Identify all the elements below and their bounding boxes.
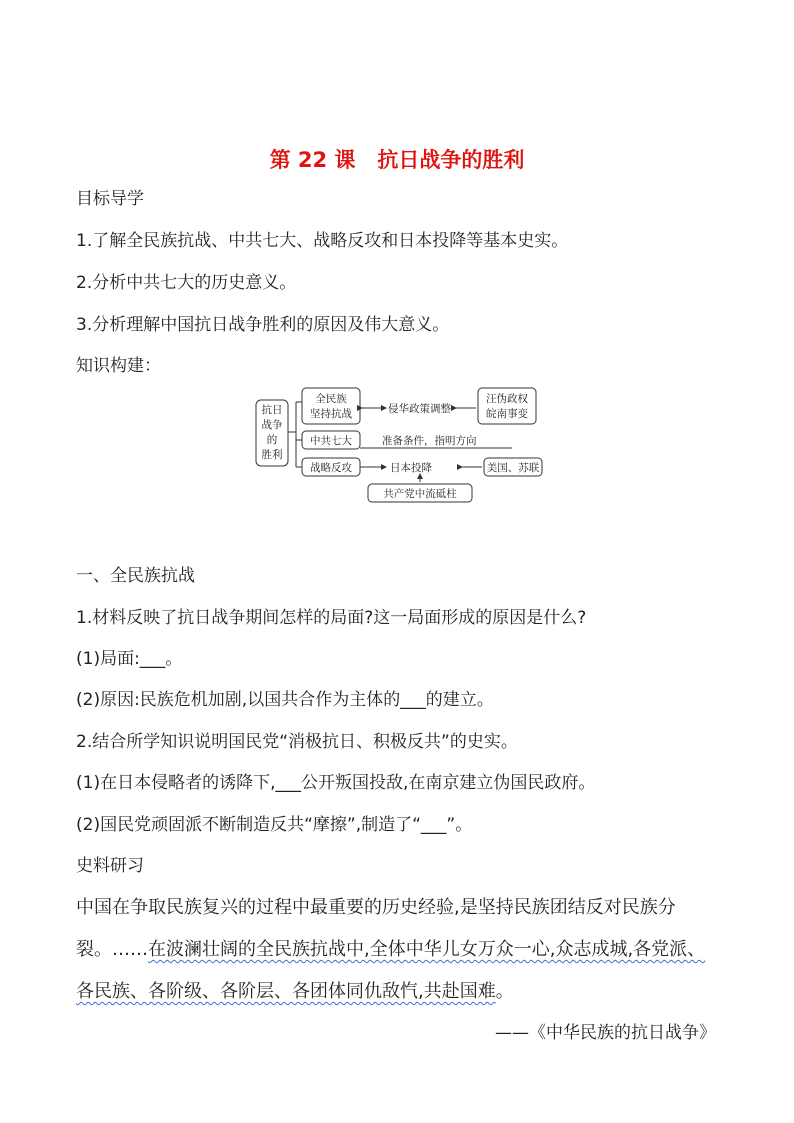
question-1: 1.材料反映了抗日战争期间怎样的局面?这一局面形成的原因是什么? (76, 608, 587, 628)
diagram-root-3: 的 (266, 434, 278, 446)
diagram-box1-line2: 坚持抗战 (310, 408, 352, 420)
lesson-number: 第 22 课 (269, 148, 356, 172)
study-line-2-marked: 在波澜壮阔的全民族抗战中,全体中华儿女万众一心,众志成城,各党派、 (148, 939, 706, 960)
question-2b: (2)国民党顽固派不断制造反共“摩擦”,制造了“___”。 (76, 815, 473, 835)
diagram-policy: 侵华政策调整 (388, 403, 451, 415)
diagram-japan: 日本投降 (390, 462, 432, 474)
diagram-right-top-1: 汪伪政权 (486, 393, 528, 405)
diagram-box3: 战略反攻 (310, 462, 352, 474)
goal-item-3: 3.分析理解中国抗日战争胜利的原因及伟大意义。 (76, 315, 450, 335)
study-heading: 史料研习 (76, 856, 144, 876)
goal-item-1: 1.了解全民族抗战、中共七大、战略反攻和日本投降等基本史实。 (76, 231, 569, 251)
goals-heading: 目标导学 (76, 189, 144, 209)
diagram-ccp: 共产党中流砥柱 (383, 488, 457, 500)
lesson-title: 抗日战争的胜利 (377, 148, 525, 172)
study-line-1: 中国在争取民族复兴的过程中最重要的历史经验,是坚持民族团结反对民族分 (76, 897, 676, 918)
page-title (0, 146, 794, 174)
knowledge-heading: 知识构建： (76, 356, 161, 376)
diagram-box1-line1: 全民族 (315, 393, 347, 405)
diagram-root-4: 胜利 (261, 449, 283, 461)
study-line-3-end: 。 (495, 981, 514, 1002)
study-line-2 (76, 939, 705, 961)
diagram-prep: 准备条件，指明方向 (382, 435, 477, 447)
goal-item-2: 2.分析中共七大的历史意义。 (76, 273, 297, 293)
diagram-right-top-2: 皖南事变 (486, 408, 528, 420)
study-line-3-marked: 各民族、各阶级、各阶层、各团体同仇敌忾,共赴国难 (76, 981, 496, 1002)
study-source: ——《中华民族的抗日战争》 (495, 1023, 716, 1043)
study-line-3 (76, 981, 514, 1003)
question-1b: (2)原因:民族危机加剧,以国共合作为主体的___的建立。 (76, 690, 494, 710)
diagram-box2: 中共七大 (310, 435, 352, 447)
question-2a: (1)在日本侵略者的诱降下,___公开叛国投敌,在南京建立伪国民政府。 (76, 773, 596, 793)
section1-heading: 一、全民族抗战 (76, 566, 195, 586)
diagram-root-1: 抗日 (261, 404, 283, 416)
question-1a: (1)局面:___。 (76, 649, 183, 669)
knowledge-diagram (250, 384, 550, 508)
diagram-root-2: 战争 (261, 419, 283, 431)
study-line-2-plain: 裂。…… (76, 939, 148, 960)
diagram-allies: 美国、苏联 (486, 462, 540, 474)
question-2: 2.结合所学知识说明国民党“消极抗日、积极反共”的史实。 (76, 732, 518, 752)
